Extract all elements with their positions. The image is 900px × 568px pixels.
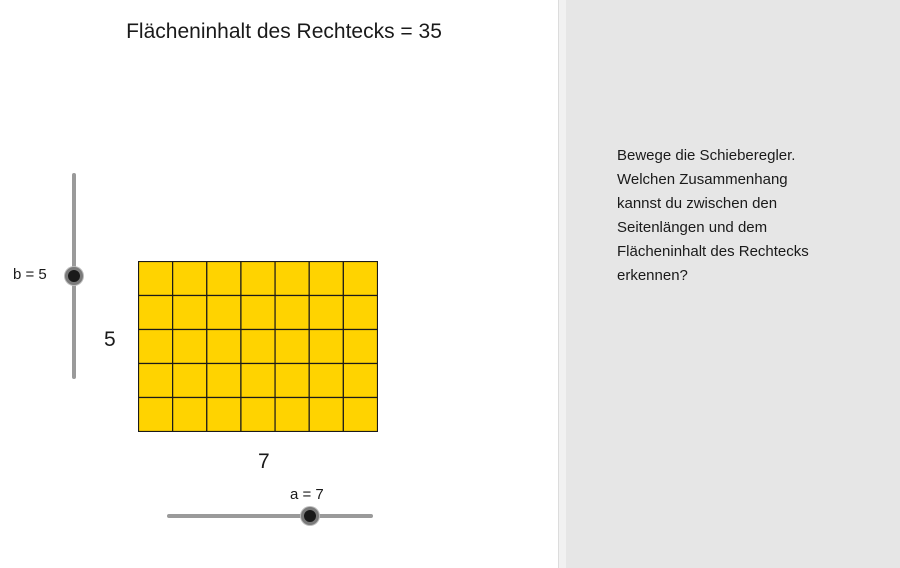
unit-square [207,398,241,432]
unit-square [343,398,377,432]
unit-square [241,296,275,330]
unit-square [309,296,343,330]
unit-square [309,330,343,364]
slider-b[interactable] [62,170,86,382]
instructions-line: erkennen? [617,267,688,284]
unit-square [207,330,241,364]
side-length-a-label: 7 [258,450,270,473]
unit-square [309,364,343,398]
slider-a[interactable] [164,504,376,528]
slider-a-knob[interactable] [301,507,319,525]
slider-b-knob[interactable] [65,267,83,285]
unit-square [173,398,207,432]
area-title: Flächeninhalt des Rechtecks = 35 [126,20,442,43]
unit-square [275,262,309,296]
slider-a-label: a = 7 [290,486,324,503]
unit-square [173,262,207,296]
unit-square [241,364,275,398]
instructions-line: Welchen Zusammenhang [617,171,788,188]
unit-square [173,330,207,364]
unit-square [343,296,377,330]
side-length-b-label: 5 [104,328,116,351]
unit-square [139,262,173,296]
unit-square [139,296,173,330]
instructions-line: kannst du zwischen den [617,195,778,212]
unit-square [241,330,275,364]
unit-square [275,364,309,398]
slider-b-label: b = 5 [13,266,47,283]
instructions-line: Bewege die Schieberegler. [617,147,796,164]
unit-square [173,296,207,330]
unit-square [207,296,241,330]
unit-square [173,364,207,398]
slider-a-track[interactable] [167,514,373,518]
unit-square [139,398,173,432]
instructions-text [617,144,867,288]
unit-square [309,262,343,296]
unit-square [241,262,275,296]
unit-square [275,296,309,330]
unit-square [275,398,309,432]
unit-square [241,398,275,432]
unit-square [207,262,241,296]
unit-square [275,330,309,364]
unit-square [139,330,173,364]
unit-square [343,262,377,296]
unit-square-rectangle [138,261,378,432]
instructions-line: Seitenlängen und dem [617,219,768,236]
view-divider[interactable] [558,0,566,568]
unit-square [343,330,377,364]
unit-square [309,398,343,432]
unit-square [343,364,377,398]
instructions-line: Flächeninhalt des Rechtecks [617,243,809,260]
unit-square [139,364,173,398]
unit-square [207,364,241,398]
